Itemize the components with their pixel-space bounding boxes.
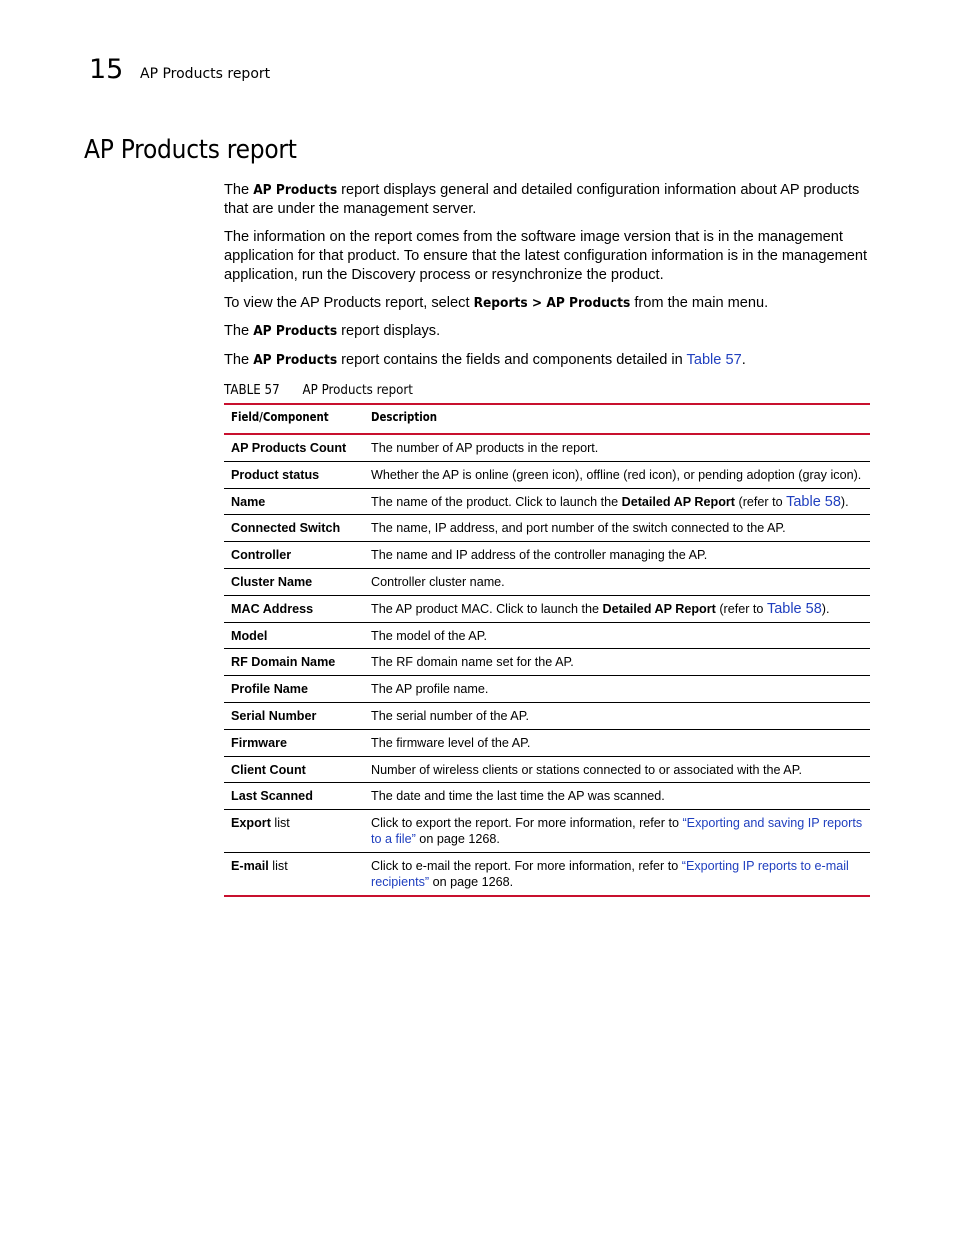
email-reference-link[interactable]: “Exporting IP reports to e-mail recipients” <box>371 859 849 890</box>
table-row <box>224 756 870 783</box>
column-header-field: Field/Component <box>224 404 364 434</box>
table-row <box>224 461 870 488</box>
field-cell: Model <box>224 622 364 649</box>
description-cell: The serial number of the AP. <box>364 702 870 729</box>
column-header-description: Description <box>364 404 870 434</box>
text: The <box>224 323 254 340</box>
field-cell: Firmware <box>224 729 364 756</box>
bold-term: AP Products <box>253 351 338 368</box>
table-row <box>224 853 870 897</box>
export-reference-link[interactable]: “Exporting and saving IP reports to a file” <box>371 816 863 847</box>
bold-term: AP Products <box>253 323 338 340</box>
text: from the main menu. <box>630 294 769 311</box>
field-cell: Connected Switch <box>224 515 364 542</box>
table-row <box>224 649 870 676</box>
description-cell: The RF domain name set for the AP. <box>364 649 870 676</box>
bold-term: Detailed AP Report <box>602 601 716 616</box>
bold-term: Detailed AP Report <box>621 494 735 509</box>
fields-table <box>224 403 870 897</box>
field-cell: Serial Number <box>224 702 364 729</box>
table-row <box>224 568 870 595</box>
field-cell: Product status <box>224 461 364 488</box>
field-cell: Profile Name <box>224 676 364 703</box>
description-cell: The name of the product. Click to launch the Detailed AP Report (refer to Table 58). <box>364 488 870 515</box>
table-header-row <box>224 404 870 434</box>
field-cell: AP Products Count <box>224 434 364 461</box>
text: report displays general and detailed configuration information about AP products that are under the management server. <box>224 182 860 217</box>
table-caption <box>224 381 413 399</box>
field-cell: MAC Address <box>224 595 364 622</box>
text: report displays. <box>337 323 441 340</box>
description-cell: Whether the AP is online (green icon), offline (red icon), or pending adoption (gray icon). <box>364 461 870 488</box>
field-cell: Controller <box>224 542 364 569</box>
table-row <box>224 783 870 810</box>
displays-paragraph <box>224 322 874 341</box>
text: The <box>224 182 254 198</box>
description-cell: The AP profile name. <box>364 676 870 703</box>
table-58-link[interactable]: Table 58 <box>786 493 841 510</box>
info-paragraph: The information on the report comes from the software image version that is in the management application for that product. To ensure that the latest configuration information is in the management application, run the Discovery process or resynchronize the product. <box>224 229 868 283</box>
field-cell: Name <box>224 488 364 515</box>
description-cell: The date and time the last time the AP was scanned. <box>364 783 870 810</box>
menu-path: Reports > AP Products <box>473 294 631 311</box>
navigation-paragraph <box>224 294 874 313</box>
text: . <box>741 351 746 368</box>
description-cell: The firmware level of the AP. <box>364 729 870 756</box>
table-row <box>224 622 870 649</box>
text: To view the AP Products report, select <box>224 294 474 311</box>
description-cell: Number of wireless clients or stations connected to or associated with the AP. <box>364 756 870 783</box>
table-row <box>224 810 870 853</box>
table-caption-label: TABLE 57 <box>224 382 280 398</box>
description-cell: The name and IP address of the controller managing the AP. <box>364 542 870 569</box>
running-header-title: AP Products report <box>140 66 271 82</box>
table-row <box>224 729 870 756</box>
table-row <box>224 434 870 461</box>
field-cell: RF Domain Name <box>224 649 364 676</box>
field-cell: Client Count <box>224 756 364 783</box>
bold-term: AP Products <box>253 182 338 198</box>
field-cell: Cluster Name <box>224 568 364 595</box>
table-57-link[interactable]: Table 57 <box>686 351 742 368</box>
chapter-number: 15 <box>89 54 124 85</box>
description-cell: The AP product MAC. Click to launch the Detailed AP Report (refer to Table 58). <box>364 595 870 622</box>
page-title: AP Products report <box>84 135 297 165</box>
body-text <box>224 181 874 379</box>
table-row <box>224 676 870 703</box>
description-cell: The number of AP products in the report. <box>364 434 870 461</box>
table-row <box>224 542 870 569</box>
description-cell: Click to e-mail the report. For more information, refer to “Exporting IP reports to e-mail recipients” on page 1268. <box>364 853 870 897</box>
text: report contains the fields and components detailed in <box>337 351 687 368</box>
table-row <box>224 595 870 622</box>
description-cell: Controller cluster name. <box>364 568 870 595</box>
field-cell: Last Scanned <box>224 783 364 810</box>
intro-paragraph <box>224 181 874 219</box>
description-cell: The name, IP address, and port number of the switch connected to the AP. <box>364 515 870 542</box>
field-cell: E-mail list <box>224 853 364 897</box>
description-cell: The model of the AP. <box>364 622 870 649</box>
table-58-link[interactable]: Table 58 <box>766 600 822 617</box>
text: The <box>224 351 254 368</box>
table-reference-paragraph <box>224 351 874 370</box>
table-row <box>224 488 870 515</box>
table-row <box>224 702 870 729</box>
field-cell: Export list <box>224 810 364 853</box>
table-caption-title: AP Products report <box>302 382 413 398</box>
description-cell: Click to export the report. For more information, refer to “Exporting and saving IP reports to a file” on page 1268. <box>364 810 870 853</box>
table-row <box>224 515 870 542</box>
